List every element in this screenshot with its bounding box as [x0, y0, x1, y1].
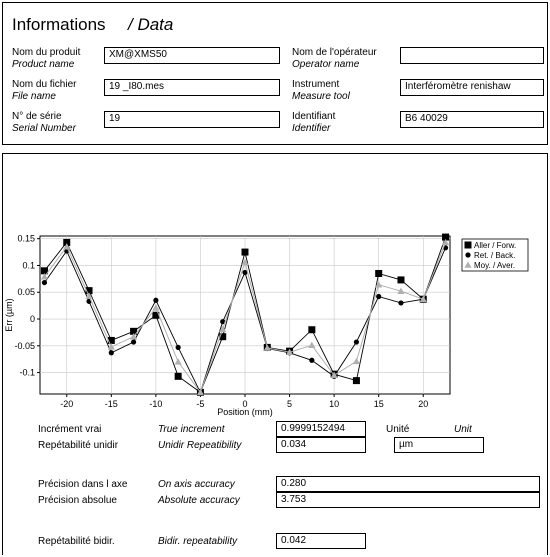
data-point	[308, 326, 315, 333]
y-axis-label: Err (µm)	[4, 298, 14, 332]
y-tick-label: -0.1	[19, 367, 35, 378]
data-point	[42, 280, 47, 285]
instrument-field[interactable]: Interféromètre renishaw	[400, 79, 544, 96]
x-tick-label: 5	[287, 399, 293, 409]
legend	[462, 239, 528, 271]
instrument-label: Instrument Measure tool	[292, 79, 350, 102]
data-point	[131, 339, 136, 344]
legend-marker	[465, 242, 472, 249]
x-tick-label: 20	[418, 399, 429, 409]
true-increment-label-en: True increment	[158, 424, 225, 435]
bidir-repeatability-label: Repétabilité bidir.	[38, 536, 115, 547]
bidir-repeatability-value[interactable]: 0.042	[276, 533, 366, 549]
data-point	[398, 300, 403, 305]
legend-label: Moy. / Aver.	[474, 261, 516, 270]
true-increment-label: Incrément vrai	[38, 424, 102, 435]
data-point	[242, 249, 249, 256]
unidir-repeatability-label: Repétabilité unidir	[38, 440, 119, 451]
product-name-label: Nom du produit Product name	[12, 47, 81, 70]
absolute-accuracy-value[interactable]: 3.753	[276, 492, 540, 508]
legend-label: Ret. / Back.	[474, 251, 516, 260]
x-tick-label: -20	[60, 399, 74, 409]
true-increment-value[interactable]: 0.9999152494	[276, 421, 366, 437]
x-tick-label: -10	[149, 399, 163, 409]
data-point	[353, 377, 360, 384]
data-point	[397, 276, 404, 283]
info-subtitle: / Data	[128, 15, 174, 34]
serial-number-label: N° de série Serial Number	[12, 111, 76, 134]
data-point	[375, 270, 382, 277]
data-point	[109, 350, 114, 355]
y-tick-label: 0.05	[17, 287, 35, 298]
data-point	[176, 345, 181, 350]
x-tick-label: -15	[104, 399, 118, 409]
operator-name-label: Nom de l'opérateur Operator name	[292, 47, 377, 70]
file-name-field[interactable]: 19 _I80.mes	[104, 79, 280, 96]
x-axis-label: Position (mm)	[217, 407, 273, 417]
absolute-accuracy-label-en: Absolute accuracy	[158, 495, 240, 506]
x-tick-label: 10	[329, 399, 340, 409]
data-point	[175, 373, 182, 380]
x-tick-label: -5	[196, 399, 205, 409]
serial-number-field[interactable]: 19	[104, 111, 280, 128]
on-axis-accuracy-label-en: On axis accuracy	[158, 479, 235, 490]
x-tick-label: 15	[373, 399, 384, 409]
y-tick-label: 0.15	[17, 233, 35, 244]
unit-label: Unité	[386, 424, 410, 435]
data-point	[309, 358, 314, 363]
bidir-repeatability-label-en: Bidir. repeatability	[158, 536, 238, 547]
absolute-accuracy-label: Précision absolue	[38, 495, 117, 506]
y-tick-label: 0	[29, 314, 35, 325]
unit-value[interactable]: µm	[394, 437, 484, 453]
legend-marker	[465, 252, 470, 257]
y-tick-label: -0.05	[14, 340, 35, 351]
data-point	[354, 339, 359, 344]
y-axis-ticks	[14, 234, 40, 378]
on-axis-accuracy-label: Précision dans l axe	[38, 479, 128, 490]
data-point	[153, 298, 158, 303]
identifier-field[interactable]: B6 40029	[400, 111, 544, 128]
data-point	[376, 294, 381, 299]
on-axis-accuracy-value[interactable]: 0.280	[276, 476, 540, 492]
identifier-label: Identifiant Identifier	[292, 111, 336, 134]
y-tick-label: 0.1	[22, 260, 35, 271]
product-name-field[interactable]: XM@XMS50	[104, 47, 280, 64]
file-name-label: Nom du fichier File name	[12, 79, 77, 102]
legend-label: Aller / Forw.	[474, 241, 517, 250]
unidir-repeatability-value[interactable]: 0.034	[276, 437, 366, 453]
unit-label-en: Unit	[454, 424, 472, 435]
unidir-repeatability-label-en: Unidir Repeatibility	[158, 440, 242, 451]
info-title: Informations	[12, 15, 106, 34]
x-tick-label: 0	[242, 399, 248, 409]
